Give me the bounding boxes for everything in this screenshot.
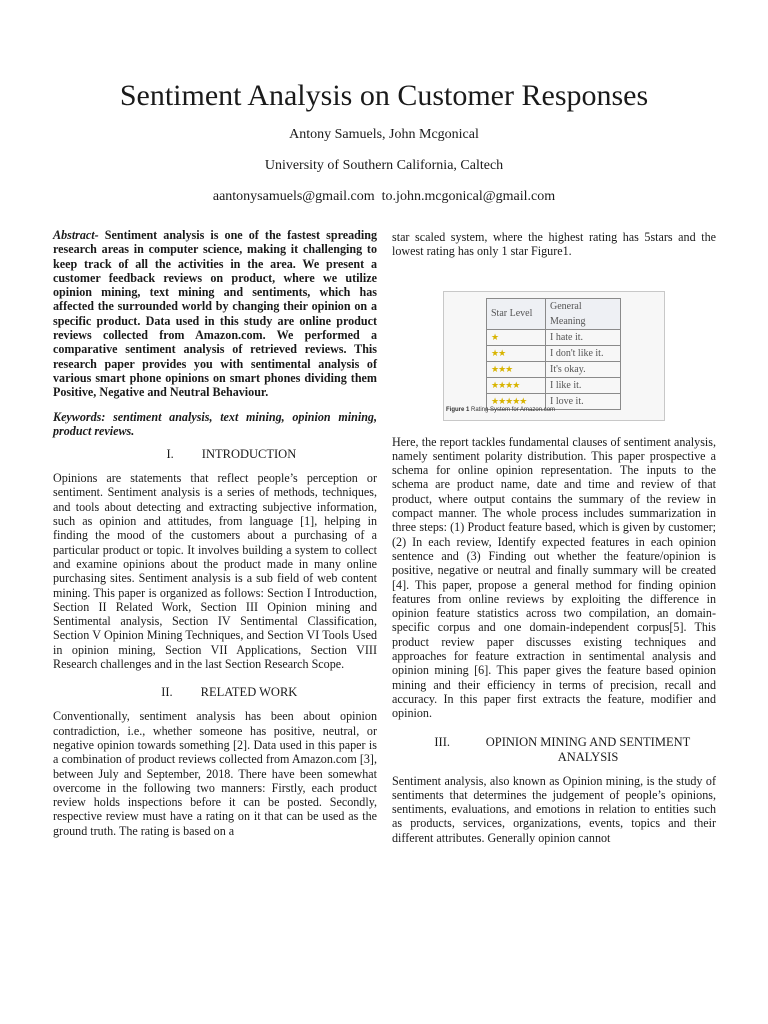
meaning-cell: I love it.: [546, 393, 621, 409]
left-column: [53, 228, 377, 838]
section-title: OPINION MINING AND SENTIMENT ANALYSIS: [485, 734, 691, 764]
figure-star-rating: [443, 291, 665, 421]
keywords: Keywords: sentiment analysis, text mining, opinion mining, product reviews.: [53, 409, 377, 438]
emails: aantonysamuels@gmail.com to.john.mcgonical@gmail.com: [212, 189, 556, 204]
section-number: I.: [166, 447, 174, 462]
paper-title: Sentiment Analysis on Customer Responses: [119, 79, 649, 112]
star-rating-table: [486, 298, 621, 410]
table-row: [487, 377, 621, 393]
section-heading-introduction: [53, 447, 377, 462]
section-title: INTRODUCTION: [201, 447, 297, 462]
figure-caption-label: Figure 1: [446, 407, 470, 414]
authors: Antony Samuels, John Mcgonical: [289, 127, 479, 142]
meaning-cell: I don't like it.: [546, 345, 621, 361]
section-number: III.: [434, 734, 450, 749]
star-icons: ★: [487, 329, 546, 345]
sentiment-polarity-text: Here, the report tackles fundamental clauses of sentiment analysis, namely sentiment polarity distribution. This paper prospective a schema for online opinion representation. The inputs to the schema are product name, date and time and review of that product, where output contains the summary of the review in compact manner. The whole process includes summarization in three steps: (1) Product feature based, which is given by customer; (2) In each review, Identify expected features in each opinion sentence and (3) Finding out whether the feature/opinion is positive, negative or neutral and finally summary will be created [4]. This paper, propose a general method for finding opinion features from online reviews by exploiting the difference in opinion feature statistics across two compilation, an domain-specific corpus and one domain-independent corpus[5]. This product review paper discusses existing techniques and approaches for feature extraction in sentimental analysis and opinion mining [6]. This paper gives the feature based opinion mining and their efficiency in terms of precision, recall and accuracy. In this paper first extracts the feature, modifier and opinion.: [392, 434, 716, 721]
meaning-cell: I like it.: [546, 377, 621, 393]
table-header: General Meaning: [546, 298, 621, 329]
star-icons: ★★: [487, 345, 546, 361]
right-column: [392, 230, 716, 845]
abstract-lead: Abstract-: [53, 228, 99, 242]
table-row: [487, 361, 621, 377]
related-work-text: Conventionally, sentiment analysis has been about opinion contradiction, i.e., whether someone has positive, neutral, or negative opinion towards something [2]. Data used in this paper is a combination of product reviews collected from Amazon.com [3], between July and September, 2018. There have been somewhat overcome in the following two manners: Firstly, each product review holds inspections before it can be posted. Secondly, respective review must have a rating on it that can be used as the ground truth. The rating is based on a: [53, 709, 377, 838]
abstract-text: Sentiment analysis is one of the fastest spreading research areas in computer science, making it challenging to keep track of all the activities in the area. We present a customer feedback reviews on product, where we utilize opinion mining, text mining and sentiments, which has affected the surrounded world by changing their opinion on a specific product. Data used in this study are online product reviews collected from Amazon.com. We performed a comparative sentiment analysis of retrieved reviews. This research paper provides you with sentimental analysis of various smart phone opinions on smart phones dividing them Positive, Negative and Neutral Behaviour.: [53, 228, 377, 400]
related-work-continued: star scaled system, where the highest rating has 5stars and the lowest rating has only 1 star Figure1.: [392, 230, 716, 259]
table-header: Star Level: [487, 298, 546, 329]
section-heading-opinion-mining: [392, 735, 716, 765]
meaning-cell: I hate it.: [546, 329, 621, 345]
affiliation: University of Southern California, Caltech: [264, 158, 504, 173]
star-icons: ★★★: [487, 361, 546, 377]
section-heading-related-work: [53, 685, 377, 700]
introduction-text: Opinions are statements that reflect people’s perception or sentiment. Sentiment analysis is a series of methods, techniques, and tools about detecting and extracting subjective information, such as opinion and attitudes, from language [1], helping in finding the mood of the customers about a purchasing of a particular product or topic. It involves building a system to collect and examine opinions about the product made in many online purchasing sites. Sentiment analysis is a sub field of web content mining. This paper is organized as follows: Section I Introduction, Section II Related Work, Section III Opinion mining and Sentimental analysis, Section IV Sentimental Classification, Section V Opinion Mining Techniques, and Section VI Tools Used in opinion mining, Section VII Applications, Section VIII Research challenges and in the last Section Research Scope.: [53, 471, 377, 672]
section-number: II.: [161, 685, 173, 700]
figure-caption: [446, 403, 555, 417]
star-icons: ★★★★★: [487, 393, 546, 409]
opinion-mining-text: Sentiment analysis, also known as Opinion mining, is the study of sentiments that determines the judgement of people’s opinions, sentiments, evaluations, and emotions in relation to entities such as products, services, organizations, events, topics and their different attributes. Generally opinion cannot: [392, 773, 716, 845]
section-title: RELATED WORK: [200, 685, 298, 700]
star-icons: ★★★★: [487, 377, 546, 393]
abstract: [53, 228, 377, 400]
table-row: [487, 329, 621, 345]
table-header-row: [487, 298, 621, 329]
meaning-cell: It's okay.: [546, 361, 621, 377]
figure-caption-text: Rating System for Amazon.com: [469, 407, 556, 414]
table-row: [487, 345, 621, 361]
